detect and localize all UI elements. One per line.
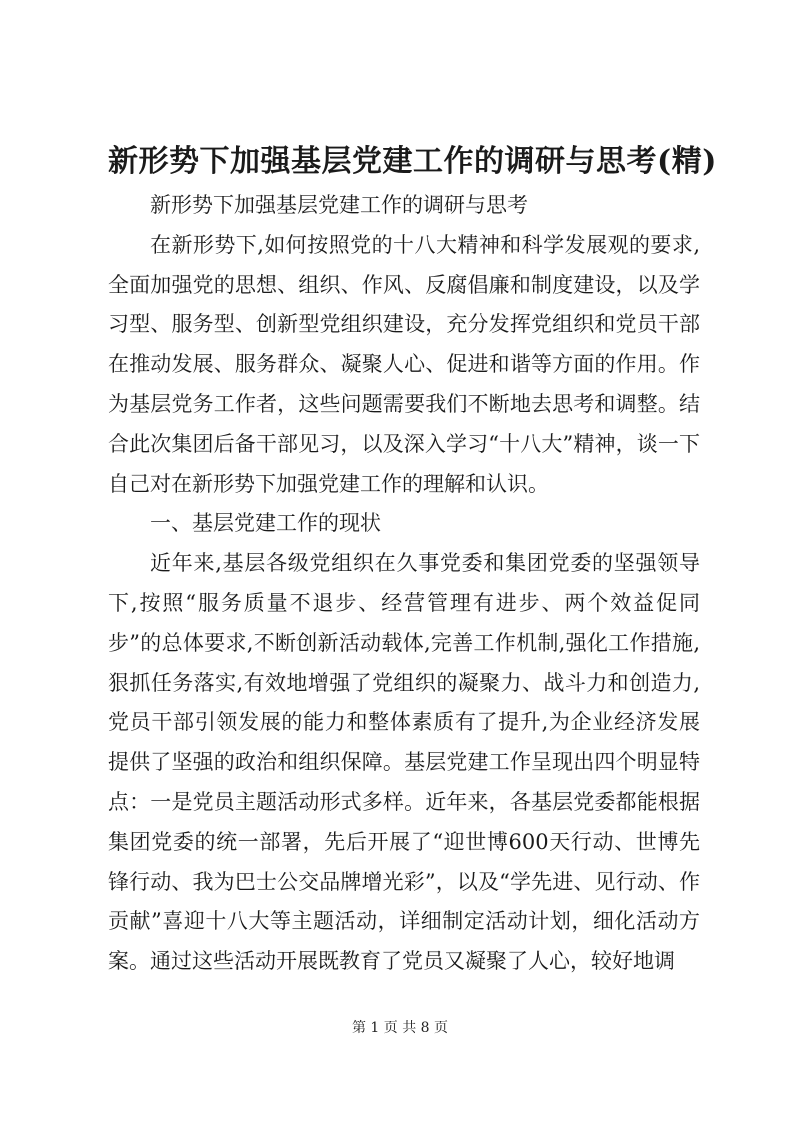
document-body xyxy=(108,186,700,982)
subtitle-paragraph: 新形势下加强基层党建工作的调研与思考 xyxy=(150,193,528,217)
section-heading: 一、基层党建工作的现状 xyxy=(150,511,381,536)
body-paragraph: 近年来,基层各级党组织在久事党委和集团党委的坚强领导下,按照“服务质量不退步、经营管理有进步、两个效益促同步”的总体要求,不断创新活动载体,完善工作机制,强化工作措施,狠抓任务落实,有效地增强了党组织的凝聚力、战斗力和创造力,党员干部引领发展的能力和整体素质有了提升,为企业经济发展提供了坚强的政治和组织保障。基层党建工作呈现出四个明显特点：一是党员主题活动形式多样。近年来，各基层党委都能根据集团党委的统一部署，先后开展了“迎世博600天行动、世博先锋行动、我为巴士公交品牌增光彩”，以及“学先进、见行动、作贡献”喜迎十八大等主题活动，详细制定活动计划，细化活动方案。通过这些活动开展既教育了党员又凝聚了人心，较好地调 xyxy=(108,551,700,974)
document-title: 新形势下加强基层党建工作的调研与思考(精) xyxy=(108,144,717,179)
page-footer: 第 1 页 共 8 页 xyxy=(351,1020,449,1036)
intro-paragraph: 在新形势下,如何按照党的十八大精神和科学发展观的要求,全面加强党的思想、组织、作风、反腐倡廉和制度建设，以及学习型、服务型、创新型党组织建设，充分发挥党组织和党员干部在推动发展、服务群众、凝聚人心、促进和谐等方面的作用。作为基层党务工作者，这些问题需要我们不断地去思考和调整。结合此次集团后备干部见习，以及深入学习“十八大”精神，谈一下自己对在新形势下加强党建工作的理解和认识。 xyxy=(108,232,700,496)
